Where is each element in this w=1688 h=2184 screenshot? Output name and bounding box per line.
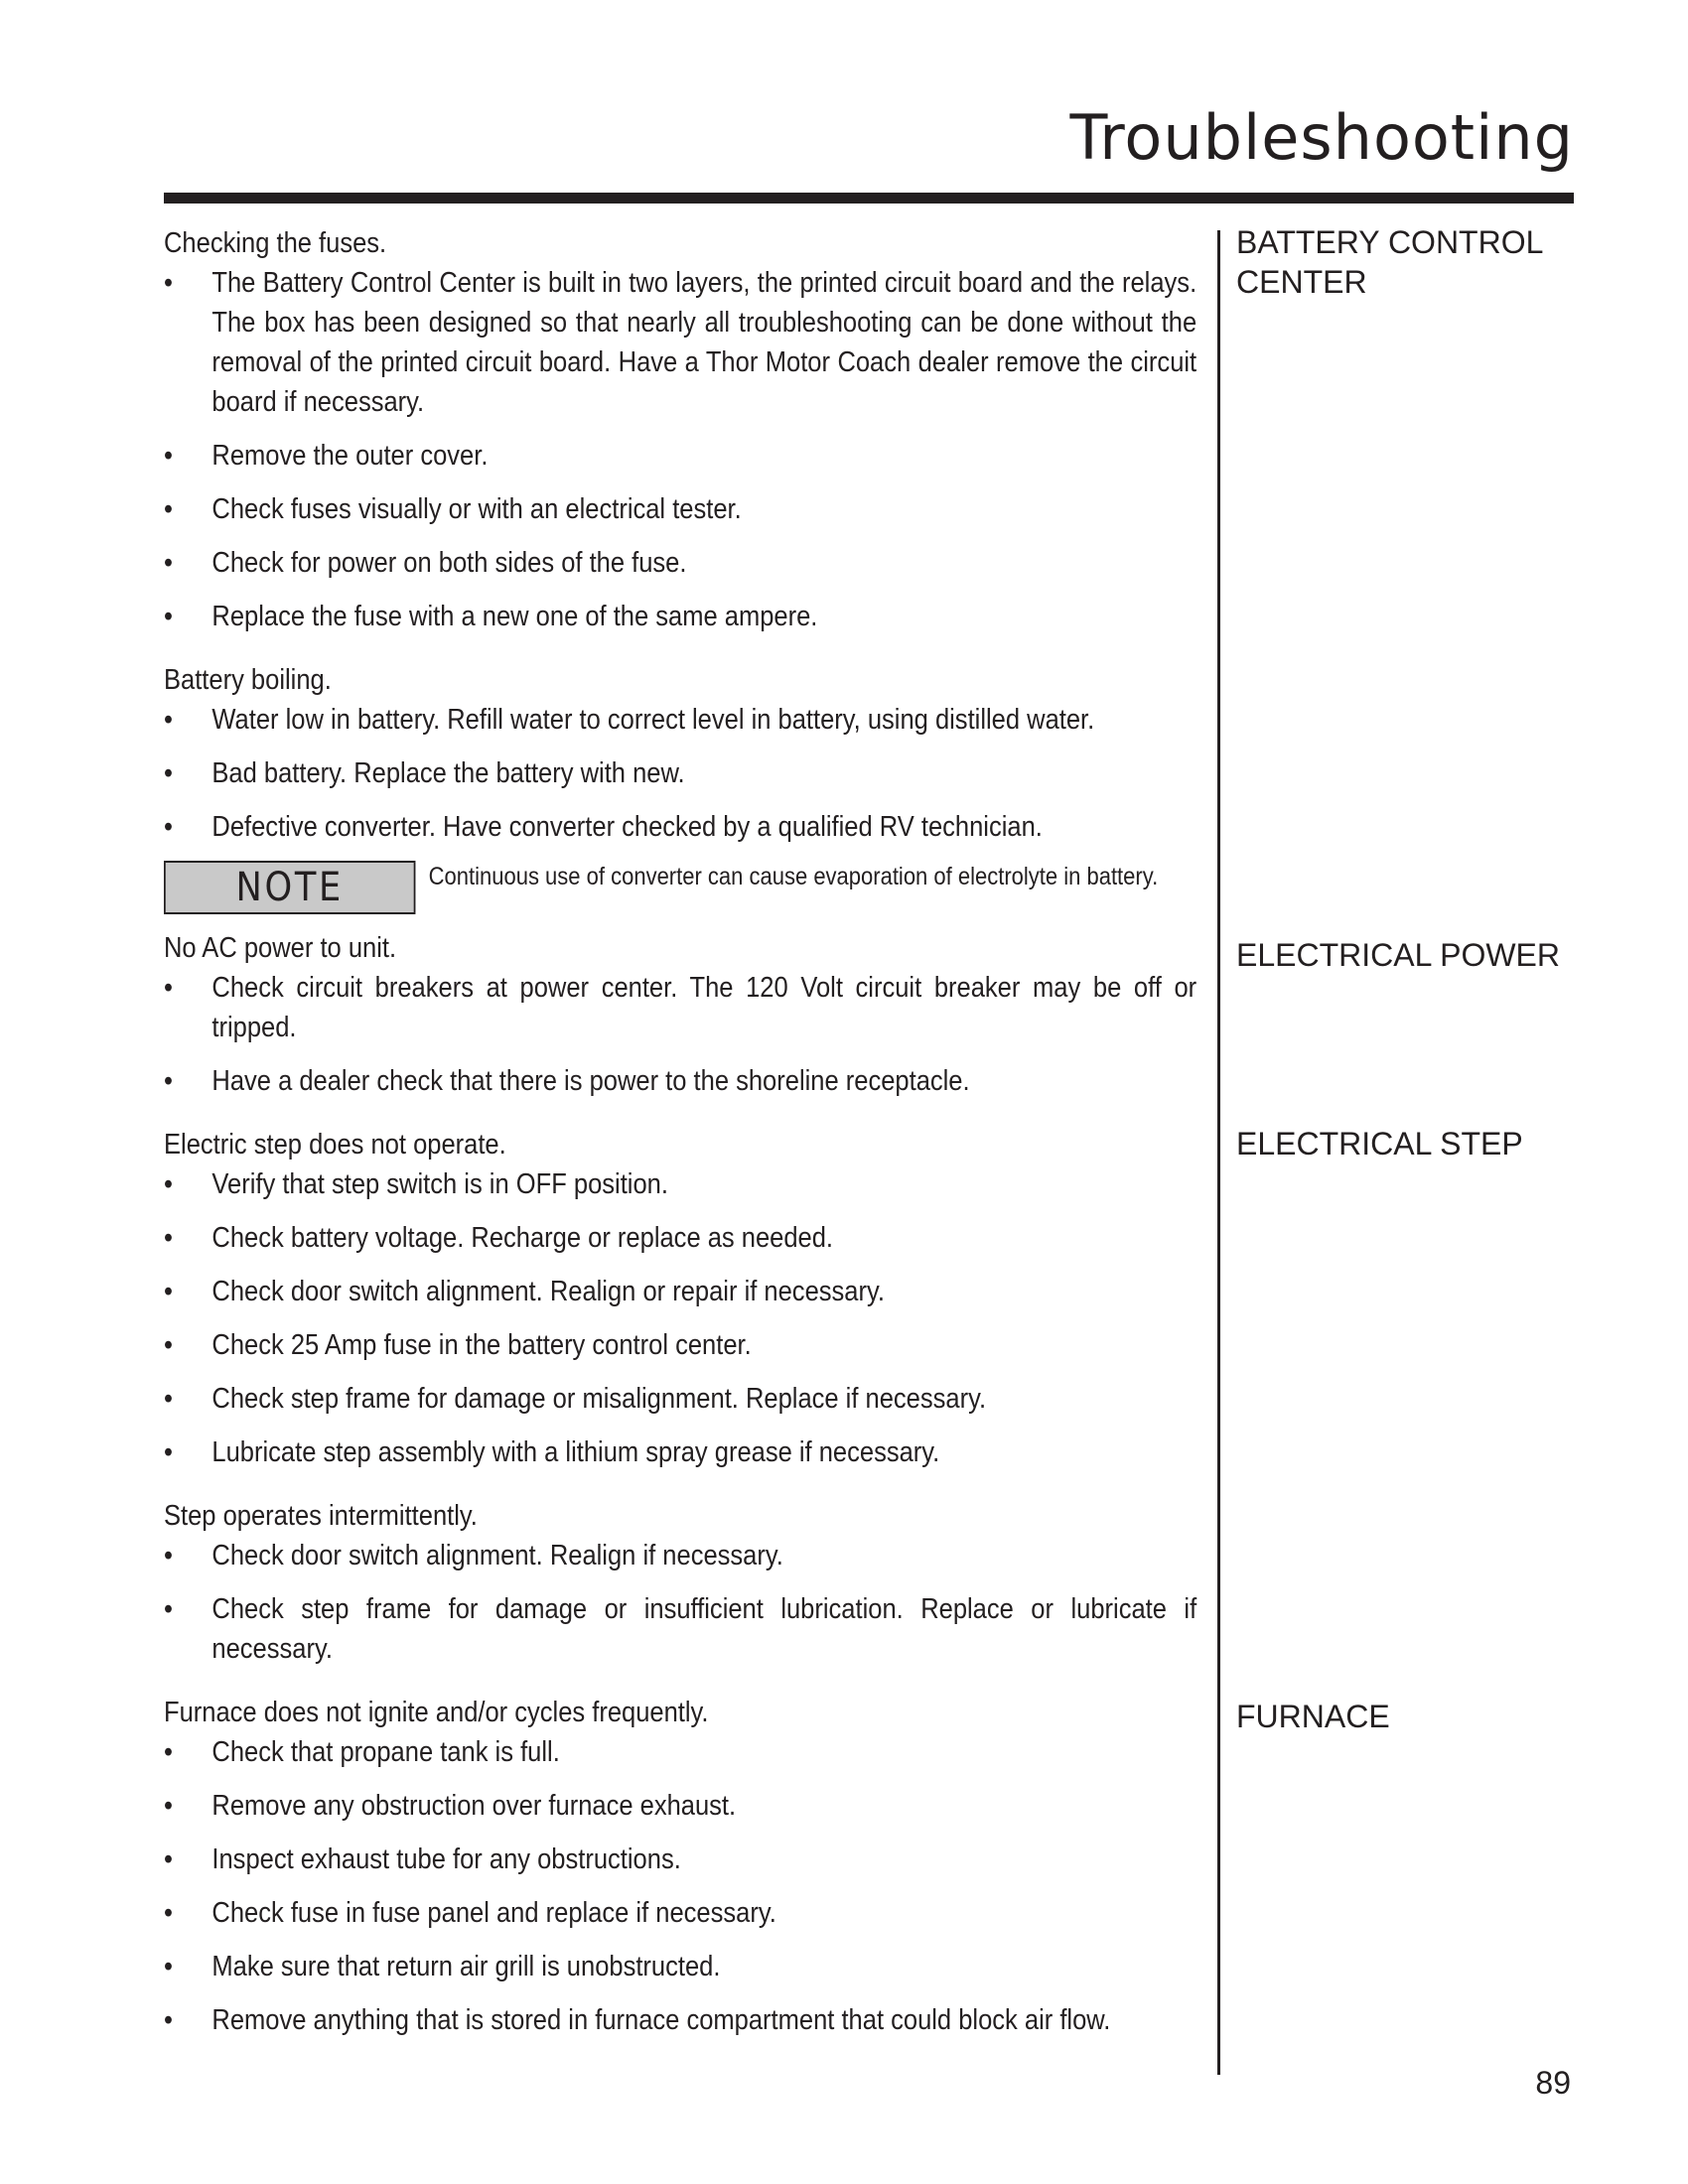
- list-item-text: Check 25 Amp fuse in the battery control center.: [211, 1329, 752, 1361]
- bullet-icon: •: [164, 2004, 173, 2036]
- list-item-text: Check circuit breakers at power center. The 120 Volt circuit breaker may be off or tripped.: [211, 972, 1197, 1043]
- note-label-box: NOTE: [164, 861, 415, 914]
- bullet-list: [164, 968, 1196, 1101]
- list-item: [164, 436, 1196, 476]
- page-number: 89: [1535, 2065, 1571, 2101]
- section-battery-boiling: [164, 660, 1196, 847]
- list-item-text: Check door switch alignment. Realign or repair if necessary.: [211, 1276, 885, 1307]
- list-item: [164, 489, 1196, 529]
- section-heading: Electric step does not operate.: [164, 1129, 506, 1160]
- section-heading: Furnace does not ignite and/or cycles frequently.: [164, 1697, 709, 1728]
- bullet-icon: •: [164, 1222, 173, 1254]
- bullet-icon: •: [164, 1843, 173, 1875]
- bullet-icon: •: [164, 1065, 173, 1097]
- bullet-icon: •: [164, 267, 173, 299]
- bullet-icon: •: [164, 493, 173, 525]
- page-title: Troubleshooting: [1069, 101, 1574, 174]
- list-item: [164, 1893, 1196, 1933]
- list-item-text: Remove the outer cover.: [211, 440, 489, 472]
- list-item: [164, 1947, 1196, 1986]
- list-item-text: Have a dealer check that there is power to the shoreline receptacle.: [211, 1065, 970, 1097]
- list-item-text: Check door switch alignment. Realign if necessary.: [211, 1540, 783, 1571]
- bullet-list: [164, 1164, 1196, 1472]
- list-item: [164, 700, 1196, 740]
- bullet-icon: •: [164, 757, 173, 789]
- side-label-electrical-power: ELECTRICAL POWER: [1236, 937, 1560, 973]
- section-heading: No AC power to unit.: [164, 932, 397, 964]
- list-item: [164, 543, 1196, 583]
- main-column: [164, 223, 1196, 2064]
- bullet-list: [164, 1536, 1196, 1669]
- list-item-text: Check fuses visually or with an electrical tester.: [211, 493, 742, 525]
- list-item: [164, 1732, 1196, 1772]
- list-item-text: Check step frame for damage or insufficient lubrication. Replace or lubricate if necessary.: [211, 1593, 1197, 1665]
- bullet-icon: •: [164, 1383, 173, 1415]
- list-item-text: Water low in battery. Refill water to correct level in battery, using distilled water.: [211, 704, 1095, 736]
- list-item: [164, 1218, 1196, 1258]
- list-item-text: Check step frame for damage or misalignment. Replace if necessary.: [211, 1383, 987, 1415]
- side-label-electrical-step: ELECTRICAL STEP: [1236, 1126, 1523, 1161]
- list-item: [164, 1379, 1196, 1419]
- list-item: [164, 1840, 1196, 1879]
- side-label-battery-control-center: BATTERY CONTROL CENTER: [1236, 224, 1544, 300]
- list-item: [164, 753, 1196, 793]
- bullet-icon: •: [164, 1897, 173, 1929]
- bullet-icon: •: [164, 1276, 173, 1307]
- section-heading: Battery boiling.: [164, 664, 332, 696]
- list-item-text: Defective converter. Have converter checked by a qualified RV technician.: [211, 811, 1043, 843]
- bullet-icon: •: [164, 704, 173, 736]
- list-item-text: Make sure that return air grill is unobstructed.: [211, 1951, 721, 1982]
- bullet-icon: •: [164, 1436, 173, 1468]
- bullet-list: [164, 1732, 1196, 2040]
- section-furnace: [164, 1693, 1196, 2040]
- list-item-text: Check battery voltage. Recharge or replace as needed.: [211, 1222, 834, 1254]
- section-step-intermittent: [164, 1496, 1196, 1669]
- list-item-text: Inspect exhaust tube for any obstructions.: [211, 1843, 681, 1875]
- section-heading: Checking the fuses.: [164, 227, 387, 259]
- list-item: [164, 807, 1196, 847]
- list-item: [164, 968, 1196, 1047]
- list-item: [164, 1433, 1196, 1472]
- bullet-icon: •: [164, 547, 173, 579]
- bullet-icon: •: [164, 1168, 173, 1200]
- list-item: [164, 1589, 1196, 1669]
- section-heading: Step operates intermittently.: [164, 1500, 478, 1532]
- list-item-text: Lubricate step assembly with a lithium spray grease if necessary.: [211, 1436, 940, 1468]
- list-item: [164, 1272, 1196, 1311]
- list-item: [164, 1325, 1196, 1365]
- list-item-text: Verify that step switch is in OFF position.: [211, 1168, 668, 1200]
- list-item-text: The Battery Control Center is built in two layers, the printed circuit board and the relays. The box has been designed so that nearly all troubleshooting can be done without the removal of the printed circuit board. Have a Thor Motor Coach dealer remove the circuit board if necessary.: [211, 267, 1197, 418]
- bullet-icon: •: [164, 1951, 173, 1982]
- bullet-list: [164, 700, 1196, 847]
- list-item-text: Bad battery. Replace the battery with new.: [211, 757, 685, 789]
- list-item: [164, 1786, 1196, 1826]
- bullet-icon: •: [164, 601, 173, 632]
- section-checking-fuses: [164, 223, 1196, 636]
- bullet-icon: •: [164, 1329, 173, 1361]
- bullet-icon: •: [164, 1736, 173, 1768]
- title-rule: [164, 193, 1574, 204]
- list-item-text: Check that propane tank is full.: [211, 1736, 560, 1768]
- note-callout: [164, 861, 1196, 918]
- bullet-icon: •: [164, 440, 173, 472]
- list-item: [164, 597, 1196, 636]
- list-item-text: Check for power on both sides of the fuse.: [211, 547, 687, 579]
- list-item: [164, 263, 1196, 422]
- list-item: [164, 1536, 1196, 1575]
- note-text: Continuous use of converter can cause evaporation of electrolyte in battery.: [428, 863, 1159, 890]
- section-no-ac-power: [164, 928, 1196, 1101]
- list-item-text: Replace the fuse with a new one of the same ampere.: [211, 601, 818, 632]
- list-item-text: Check fuse in fuse panel and replace if necessary.: [211, 1897, 776, 1929]
- list-item: [164, 2000, 1196, 2040]
- bullet-icon: •: [164, 1790, 173, 1822]
- bullet-icon: •: [164, 811, 173, 843]
- section-electric-step: [164, 1125, 1196, 1472]
- column-divider: [1217, 230, 1220, 2075]
- bullet-icon: •: [164, 1540, 173, 1571]
- list-item: [164, 1061, 1196, 1101]
- bullet-list: [164, 263, 1196, 636]
- side-label-furnace: FURNACE: [1236, 1699, 1390, 1734]
- list-item-text: Remove any obstruction over furnace exhaust.: [211, 1790, 737, 1822]
- list-item: [164, 1164, 1196, 1204]
- bullet-icon: •: [164, 972, 173, 1004]
- bullet-icon: •: [164, 1593, 173, 1625]
- list-item-text: Remove anything that is stored in furnace compartment that could block air flow.: [211, 2004, 1111, 2036]
